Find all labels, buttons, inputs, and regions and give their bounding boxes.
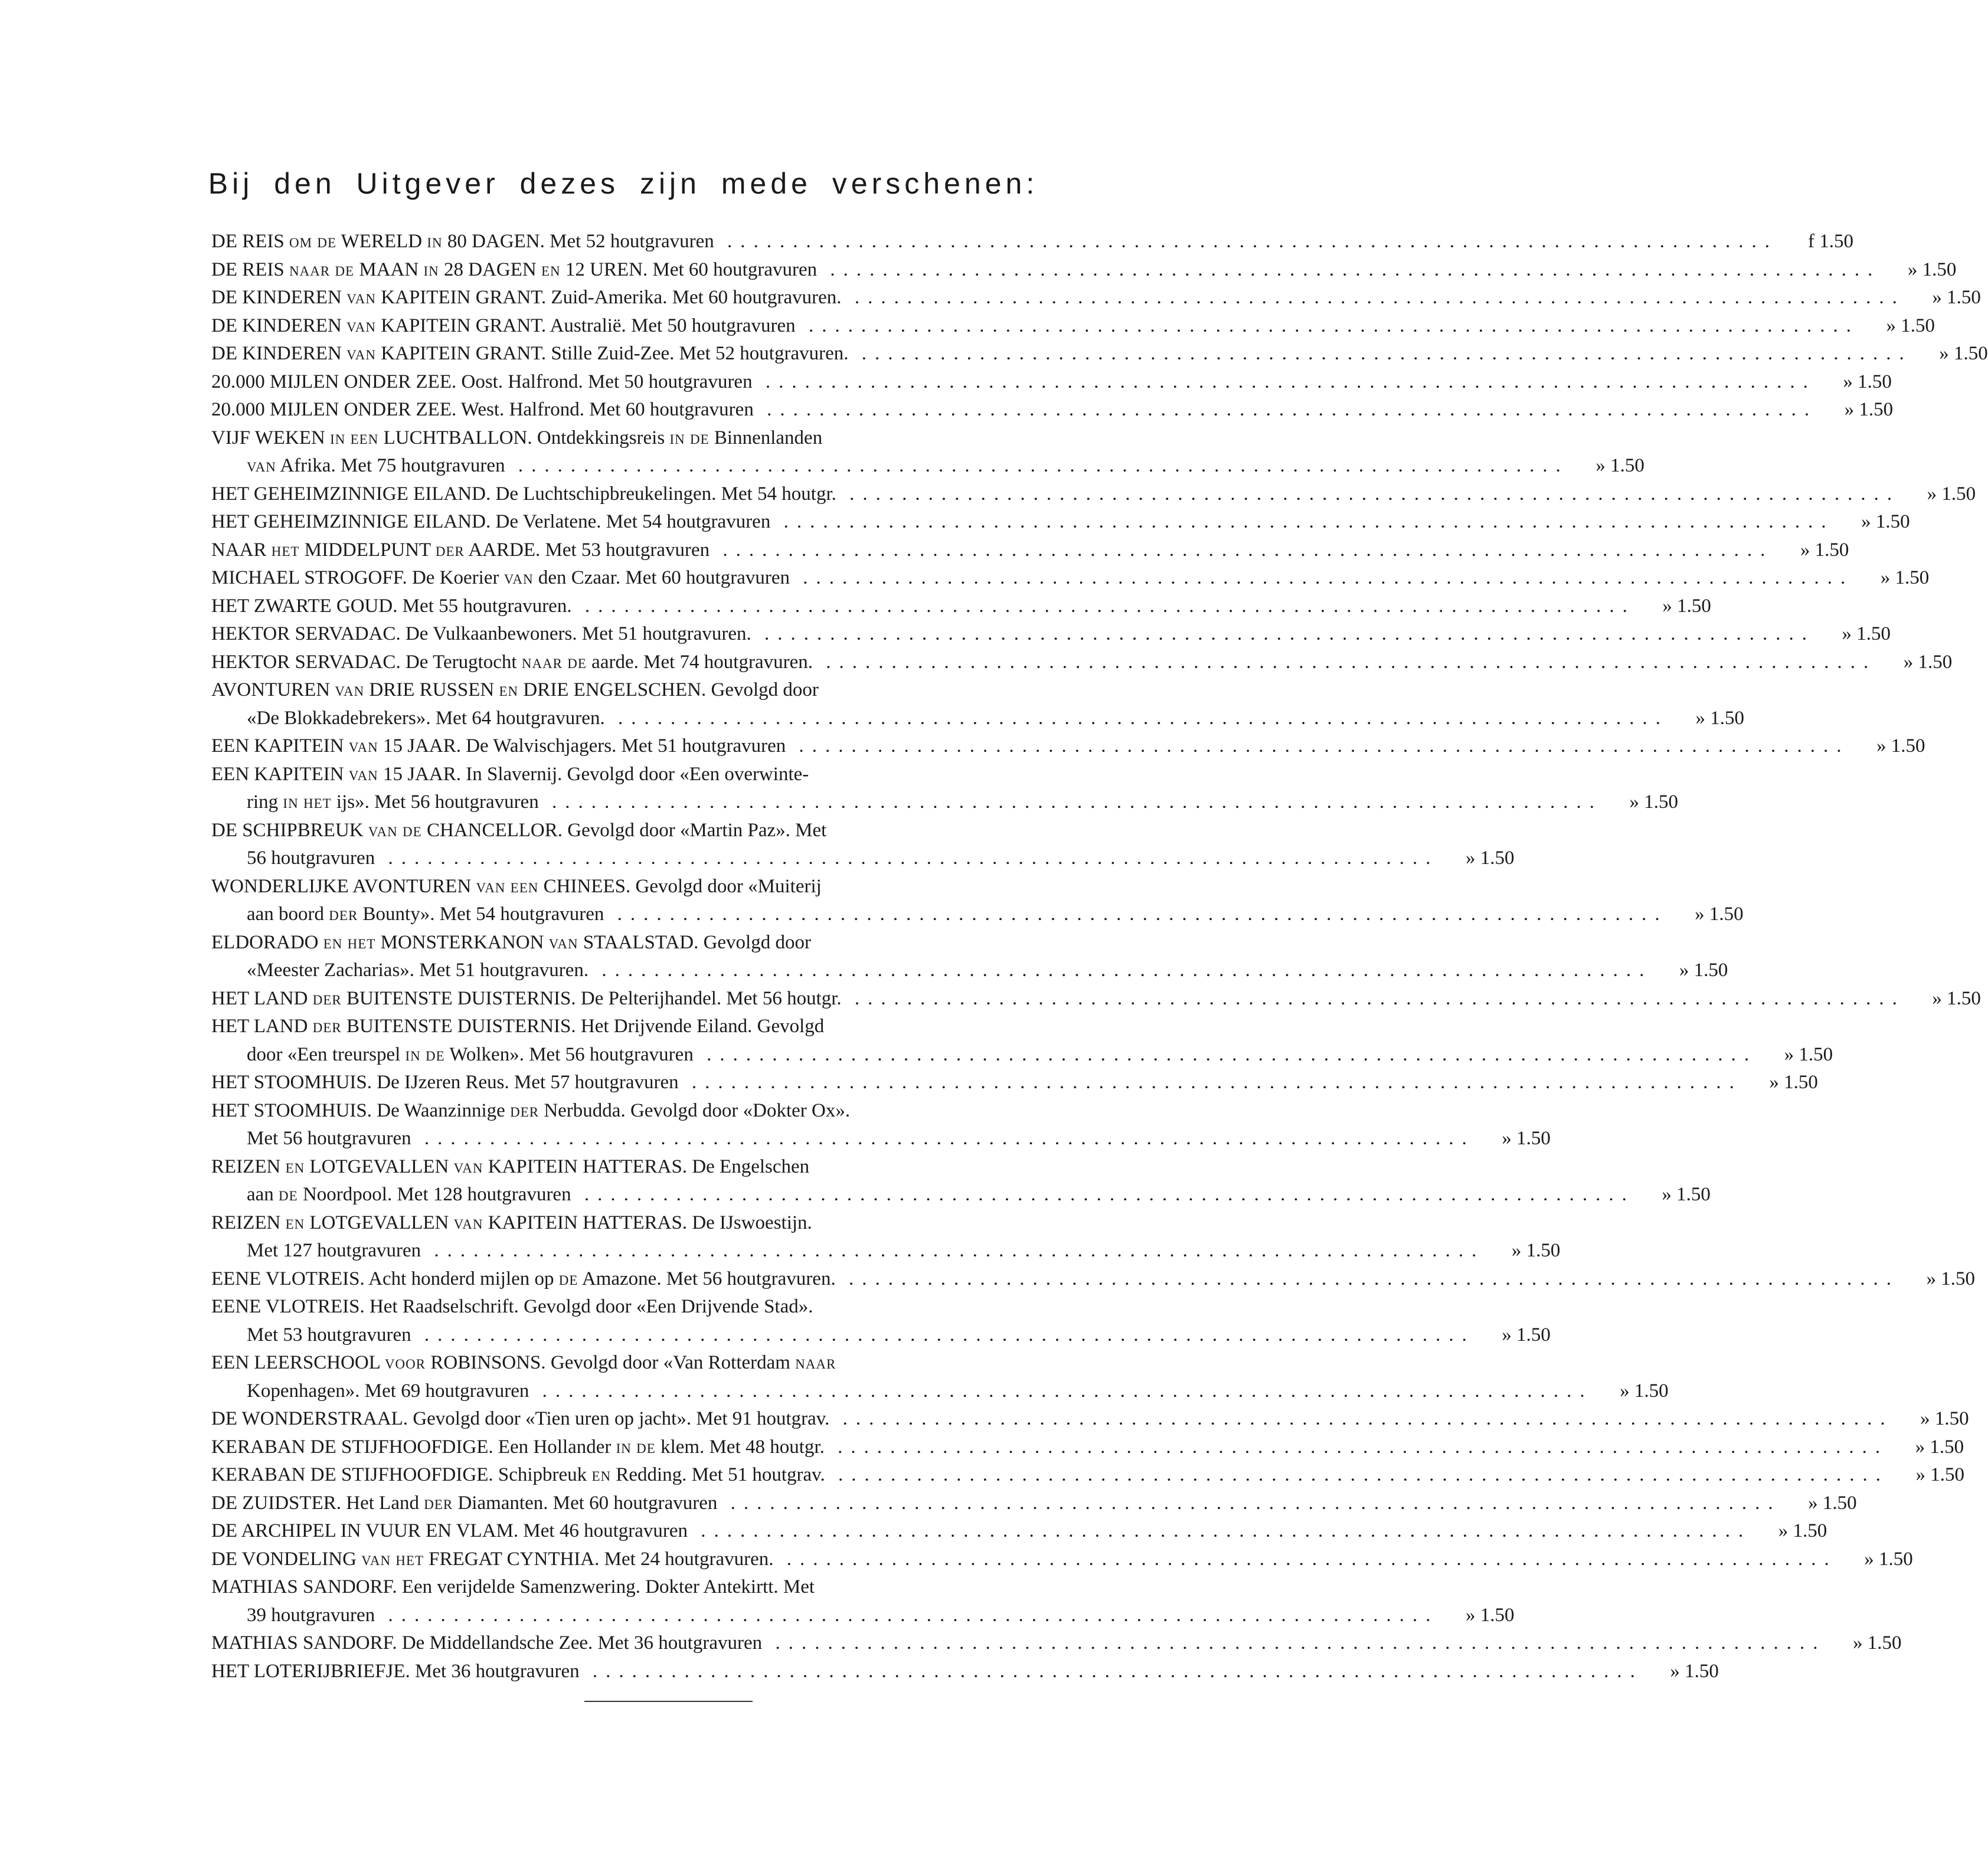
entry-text: VAN Afrika. Met 75 houtgravuren ................................................................................ [247,455,1569,476]
entry-price: » 1.50 [1864,1548,1913,1570]
book-entry [211,620,1891,649]
entry-continuation-line [211,452,1644,480]
entry-price: » 1.50 [1511,1240,1561,1261]
entry-text: DE KINDEREN VAN KAPITEIN GRANT. Stille Zuid-Zee. Met 52 houtgravuren. ................................................................................ [211,343,1912,364]
entry-text: 20.000 MIJLEN ONDER ZEE. West. Halfrond. Met 60 houtgravuren ................................................................................ [211,399,1818,420]
entry-text: HET GEHEIMZINNIGE EILAND. De Luchtschipbreukelingen. Met 54 houtgr. ................................................................................ [211,483,1901,505]
entry-text: VIJF WEKEN IN EEN LUCHTBALLON. Ontdekkingsreis IN DE Binnenlanden [211,427,823,449]
entry-price: » 1.50 [1465,847,1515,869]
entry-text: KERABAN DE STIJFHOOFDIGE. Een Hollander IN DE klem. Met 48 houtgr. ................................................................................ [211,1436,1889,1458]
entry-price: » 1.50 [1886,315,1935,336]
entry-title-line [211,368,1892,397]
book-entry [211,1209,1561,1265]
entry-title-line [211,1013,1125,1041]
entry-title-line [211,1546,1913,1574]
book-entry [211,676,1744,732]
entry-text: DE VONDELING VAN HET FREGAT CYNTHIA. Met 24 houtgravuren. ................................................................................ [211,1548,1837,1570]
entry-text: HET GEHEIMZINNIGE EILAND. De Verlatene. Met 54 houtgravuren ................................................................................ [211,511,1835,532]
book-entry [211,256,1957,284]
entry-title-line [211,1097,1125,1125]
entry-title-line [211,396,1894,424]
entry-continuation-line [211,844,1515,873]
entry-price: » 1.50 [1939,343,1988,364]
entry-title-line [211,985,1981,1013]
entry-title-line [211,228,1854,256]
entry-text: WONDERLIJKE AVONTUREN VAN EEN CHINEES. Gevolgd door «Muiterij [211,875,822,897]
entry-price: » 1.50 [1679,960,1728,981]
book-entry [211,312,1935,341]
entry-continuation-line [211,1377,1669,1406]
entry-text: ring IN HET ijs». Met 56 houtgravuren ................................................................................ [247,791,1603,813]
book-entry [211,396,1894,424]
entry-continuation-line [211,901,1744,929]
book-entry [211,284,1981,312]
entry-text: NAAR HET MIDDELPUNT DER AARDE. Met 53 houtgravuren ................................................................................ [211,539,1774,561]
entry-price: » 1.50 [1465,1604,1515,1626]
entry-continuation-line [211,1321,1551,1350]
entry-text: HET LAND DER BUITENSTE DUISTERNIS. Het Drijvende Eiland. Gevolgd [211,1016,825,1037]
entry-text: Kopenhagen». Met 69 houtgravuren ................................................................................ [247,1380,1593,1402]
closing-rule [584,1701,753,1702]
entry-continuation-line [211,1602,1515,1630]
entry-price: » 1.50 [1662,1184,1711,1205]
entry-price: » 1.50 [1695,707,1744,729]
book-entry [211,1265,1975,1294]
entry-text: EEN LEERSCHOOL VOOR ROBINSONS. Gevolgd door «Van Rotterdam NAAR [211,1352,836,1373]
book-entry [211,424,1644,480]
entry-title-line [211,312,1935,341]
book-entry [211,508,1910,536]
entry-text: KERABAN DE STIJFHOOFDIGE. Schipbreuk EN Redding. Met 51 houtgrav. ................................................................................ [211,1464,1889,1485]
entry-text: DE SCHIPBREUK VAN DE CHANCELLOR. Gevolgd door «Martin Paz». Met [211,819,827,841]
entry-price: » 1.50 [1926,1268,1975,1289]
book-entry [211,1405,1969,1433]
book-entry [211,732,1925,761]
entry-text: DE WONDERSTRAAL. Gevolgd door «Tien uren op jacht». Met 91 houtgrav. ................................................................................ [211,1408,1894,1429]
entry-title-line [211,873,1125,901]
entry-price: » 1.50 [1852,1632,1902,1654]
entry-text: HET STOOMHUIS. De Waanzinnige DER Nerbudda. Gevolgd door «Dokter Ox». [211,1099,851,1121]
entry-text: EEN KAPITEIN VAN 15 JAAR. De Walvischjagers. Met 51 houtgravuren ................................................................................ [211,735,1850,757]
entry-title-line [211,1490,1857,1518]
entry-continuation-line [211,1041,1833,1069]
entry-price: » 1.50 [1502,1324,1551,1346]
entry-title-line [211,1629,1902,1658]
entry-text: 39 houtgravuren ................................................................................ [247,1604,1439,1626]
entry-continuation-line [211,788,1678,817]
entry-text: ELDORADO EN HET MONSTERKANON VAN STAALSTAD. Gevolgd door [211,931,811,953]
entry-title-line [211,1461,1965,1490]
entry-text: HEKTOR SERVADAC. De Vulkaanbewoners. Met 51 houtgravuren. ................................................................................ [211,623,1815,644]
entry-price: » 1.50 [1800,539,1849,561]
entry-price: » 1.50 [1784,1043,1833,1065]
entry-price: » 1.50 [1695,904,1744,925]
entry-price: » 1.50 [1769,1072,1818,1093]
entry-price: » 1.50 [1927,483,1976,505]
entry-title-line [211,480,1976,509]
book-entry [211,1349,1669,1405]
book-entry [211,536,1849,565]
book-entry [211,228,1854,256]
entry-continuation-line [211,705,1744,733]
entry-text: Met 127 houtgravuren ................................................................................ [247,1240,1485,1261]
book-entry [211,564,1930,593]
entry-text: REIZEN EN LOTGEVALLEN VAN KAPITEIN HATTERAS. De Engelschen [211,1156,810,1177]
entry-title-line [211,593,1711,621]
book-entry [211,1517,1827,1546]
book-entry [211,1546,1913,1574]
entry-text: MATHIAS SANDORF. De Middellandsche Zee. Met 36 houtgravuren ................................................................................ [211,1632,1826,1654]
book-entry [211,929,1728,985]
entry-price: » 1.50 [1915,1464,1965,1485]
entry-title-line [211,1433,1964,1462]
entry-title-line [211,340,1988,368]
book-entry [211,985,1981,1013]
entry-title-line [211,424,1125,453]
entry-text: «De Blokkadebrekers». Met 64 houtgravuren. ................................................................................ [247,707,1669,729]
entry-title-line [211,817,1125,845]
book-entry [211,368,1892,397]
entry-text: DE ZUIDSTER. Het Land DER Diamanten. Met 60 houtgravuren ................................................................................ [211,1492,1781,1514]
entry-continuation-line [211,1237,1561,1265]
entry-text: DE REIS NAAR DE MAAN IN 28 DAGEN EN 12 UREN. Met 60 houtgravuren ................................................................................ [211,258,1881,280]
entry-price: » 1.50 [1932,987,1981,1009]
entry-title-line [211,1658,1719,1686]
entry-price: » 1.50 [1629,791,1678,813]
entry-text: DE ARCHIPEL IN VUUR EN VLAM. Met 46 houtgravuren ................................................................................ [211,1520,1752,1541]
entry-price: » 1.50 [1903,651,1953,673]
book-entry [211,1433,1964,1462]
entry-price: » 1.50 [1670,1660,1719,1682]
entry-title-line [211,620,1891,649]
book-entry [211,761,1678,817]
entry-price: » 1.50 [1876,735,1925,757]
entry-text: DE KINDEREN VAN KAPITEIN GRANT. Zuid-Amerika. Met 60 houtgravuren. ................................................................................ [211,287,1905,308]
entry-text: AVONTUREN VAN DRIE RUSSEN EN DRIE ENGELSCHEN. Gevolgd door [211,679,819,700]
entry-price: » 1.50 [1595,455,1644,476]
book-entry [211,1013,1833,1069]
entry-text: EENE VLOTREIS. Het Raadselschrift. Gevolgd door «Een Drijvende Stad». [211,1296,813,1317]
entry-price: » 1.50 [1861,511,1910,532]
entry-text: Met 56 houtgravuren ................................................................................ [247,1128,1475,1149]
book-entry [211,1490,1857,1518]
entry-title-line [211,1153,1125,1181]
entry-text: aan boord DER Bounty». Met 54 houtgravuren ................................................................................ [247,904,1668,925]
entry-title-line [211,564,1930,593]
entry-text: 56 houtgravuren ................................................................................ [247,847,1439,869]
entry-price: » 1.50 [1502,1128,1551,1149]
book-list [211,228,1988,1685]
entry-title-line [211,508,1910,536]
book-entry [211,1658,1719,1686]
entry-continuation-line [211,1125,1551,1153]
entry-text: REIZEN EN LOTGEVALLEN VAN KAPITEIN HATTERAS. De IJswoestijn. [211,1212,812,1233]
entry-title-line [211,1405,1969,1433]
entry-text: HET STOOMHUIS. De IJzeren Reus. Met 57 houtgravuren ................................................................................ [211,1072,1742,1093]
entry-title-line [211,284,1981,312]
entry-title-line [211,929,1125,957]
entry-title-line [211,761,1125,789]
entry-continuation-line [211,1181,1711,1209]
entry-price: » 1.50 [1932,287,1981,308]
entry-text: DE KINDEREN VAN KAPITEIN GRANT. Australië. Met 50 houtgravuren ................................................................................ [211,315,1859,336]
entry-price: » 1.50 [1843,371,1892,392]
book-entry [211,873,1744,929]
entry-price: » 1.50 [1808,1492,1857,1514]
entry-title-line [211,1573,1125,1602]
entry-title-line [211,1209,1125,1238]
entry-price: » 1.50 [1915,1436,1964,1458]
entry-price: » 1.50 [1920,1408,1969,1429]
book-entry [211,480,1976,509]
entry-text: door «Een treurspel IN DE Wolken». Met 56 houtgravuren ................................................................................ [247,1043,1758,1065]
entry-text: EEN KAPITEIN VAN 15 JAAR. In Slavernij. Gevolgd door «Een overwinte- [211,763,809,785]
entry-title-line [211,676,1125,705]
entry-title-line [211,1265,1975,1294]
entry-text: MICHAEL STROGOFF. De Koerier VAN den Czaar. Met 60 houtgravuren ................................................................................ [211,567,1854,588]
entry-price: » 1.50 [1778,1520,1827,1541]
book-entry [211,1629,1902,1658]
book-entry [211,1293,1551,1349]
entry-text: MATHIAS SANDORF. Een verijdelde Samenzwering. Dokter Antekirtt. Met [211,1576,815,1598]
book-entry [211,649,1953,677]
entry-price: » 1.50 [1844,399,1894,420]
entry-text: HET ZWARTE GOUD. Met 55 houtgravuren. ................................................................................ [211,595,1636,617]
book-entry [211,1097,1551,1153]
book-entry [211,593,1711,621]
entry-price: f 1.50 [1808,231,1854,252]
entry-text: HET LOTERIJBRIEFJE. Met 36 houtgravuren ................................................................................ [211,1660,1643,1682]
book-entry [211,817,1515,873]
entry-text: HEKTOR SERVADAC. De Terugtocht NAAR DE aarde. Met 74 houtgravuren. ................................................................................ [211,651,1877,673]
entry-title-line [211,1069,1818,1097]
entry-title-line [211,732,1925,761]
entry-price: » 1.50 [1880,567,1930,588]
entry-text: aan DE Noordpool. Met 128 houtgravuren ................................................................................ [247,1184,1635,1205]
entry-title-line [211,256,1957,284]
entry-title-line [211,1349,1125,1377]
entry-text: EENE VLOTREIS. Acht honderd mijlen op DE Amazone. Met 56 houtgravuren. ................................................................................ [211,1268,1899,1289]
book-entry [211,1573,1515,1629]
entry-price: » 1.50 [1662,595,1711,617]
entry-text: «Meester Zacharias». Met 51 houtgravuren. ................................................................................ [247,960,1653,981]
entry-text: 20.000 MIJLEN ONDER ZEE. Oost. Halfrond. Met 50 houtgravuren ................................................................................ [211,371,1816,392]
entry-text: Met 53 houtgravuren ................................................................................ [247,1324,1475,1346]
entry-title-line [211,649,1953,677]
entry-continuation-line [211,957,1728,985]
book-entry [211,1069,1818,1097]
entry-title-line [211,1517,1827,1546]
book-entry [211,340,1988,368]
entry-price: » 1.50 [1620,1380,1669,1402]
entry-price: » 1.50 [1907,258,1957,280]
entry-price: » 1.50 [1842,623,1891,644]
entry-title-line [211,1293,1125,1321]
page-heading: Bij den Uitgever dezes zijn mede verschenen: [208,167,1039,200]
entry-title-line [211,536,1849,565]
entry-text: HET LAND DER BUITENSTE DUISTERNIS. De Pelterijhandel. Met 56 houtgr. ................................................................................ [211,987,1905,1009]
entry-text: DE REIS OM DE WERELD IN 80 DAGEN. Met 52 houtgravuren ................................................................................ [211,231,1778,252]
book-entry [211,1461,1965,1490]
book-entry [211,1153,1711,1209]
